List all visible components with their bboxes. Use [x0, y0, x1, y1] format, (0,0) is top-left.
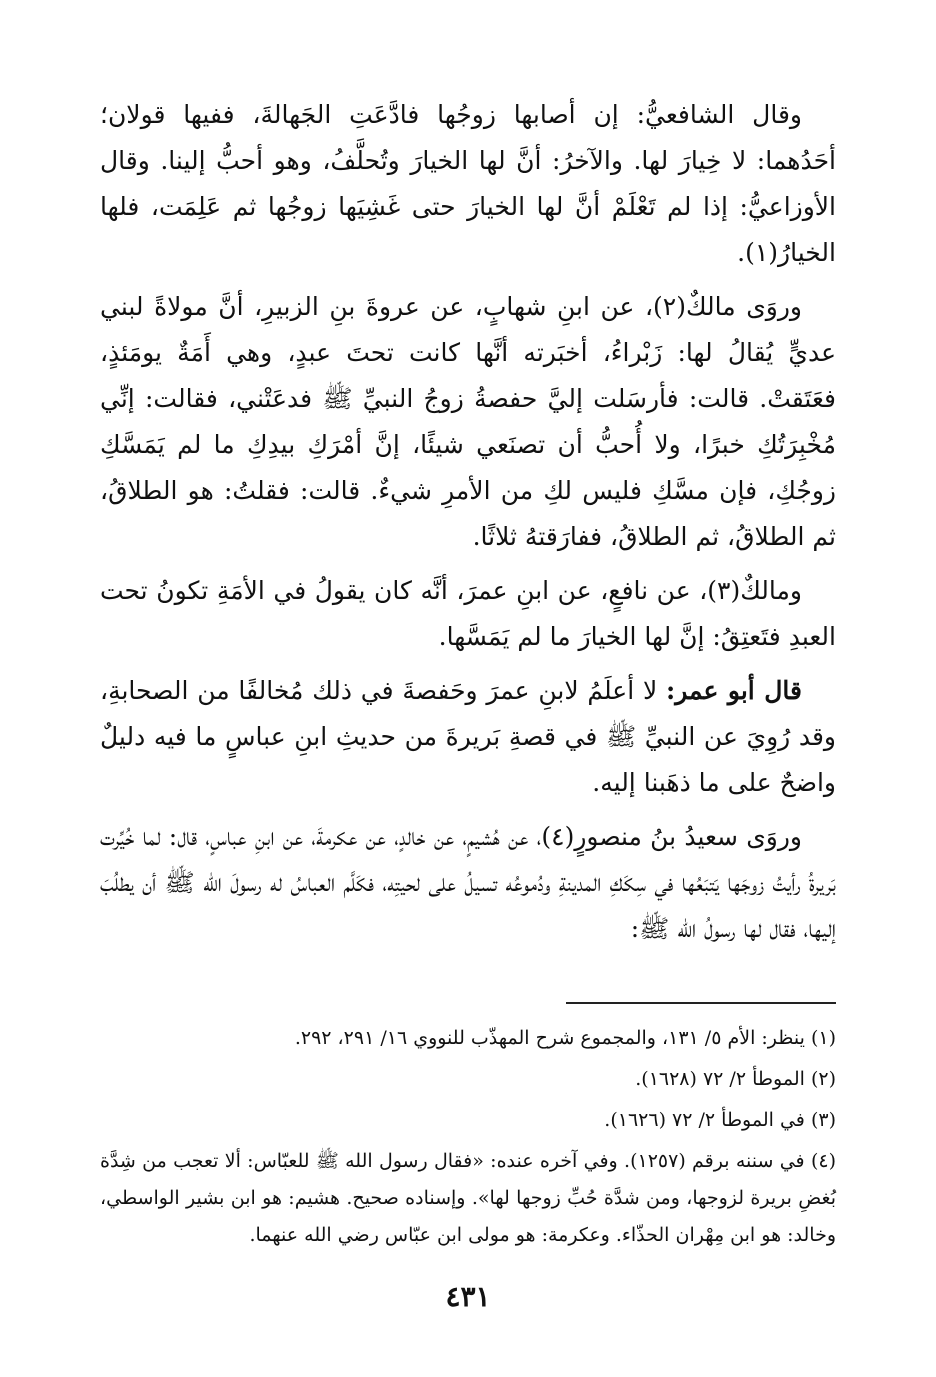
footnote-marker: (٢) [810, 1068, 836, 1090]
footnote-4 [100, 1143, 836, 1254]
footnote-separator [566, 1002, 836, 1004]
book-page [100, 92, 836, 1377]
footnote-marker: (١) [810, 1027, 836, 1049]
footnote-text: الموطأ ٢/ ٧٢ (١٦٢٨). [635, 1068, 805, 1090]
footnote-2 [100, 1061, 836, 1098]
paragraph-text: ومالكٌ(٣)، عن نافعٍ، عن ابنِ عمرَ، أنَّه كان يقولُ في الأمَةِ تكونُ تحت العبدِ فتَعتِقُ: إنَّ لها الخيارَ ما لم يَمَسَّها. [100, 576, 836, 651]
paragraph-abu-umar [100, 668, 836, 806]
paragraph-said-ibn-mansur [100, 814, 836, 952]
paragraph-shafii [100, 92, 836, 276]
footnote-marker: (٣) [810, 1109, 836, 1131]
footnote-text: في سننه برقم (١٢٥٧). وفي آخره عنده: «فقال رسول الله ﷺ للعبّاس: ألا تعجب من شِدَّة بُغضِ بريرة لزوجها، ومن شدَّة حُبِّ زوجها لها». وإسناده صحيح. هشيم: هو ابن بشير الواسطي، وخالد: هو ابن مِهْران الحذّاء. وعكرمة: هو مولى ابن عبّاس رضي الله عنهما. [100, 1150, 836, 1246]
footnote-1 [100, 1020, 836, 1057]
paragraph-malik-zabra [100, 284, 836, 560]
main-text [100, 92, 836, 952]
paragraph-lead: قال أبو عمر: [665, 676, 802, 705]
footnote-marker: (٤) [810, 1150, 836, 1172]
footnotes [100, 1020, 836, 1258]
paragraph-malik-nafi [100, 568, 836, 660]
paragraph-text: وقال الشافعيُّ: إن أصابها زوجُها فادَّعَتِ الجَهالةَ، ففيها قولان؛ أحَدُهما: لا خِيارَ لها. والآخرُ: أنَّ لها الخيارَ وتُحلَّفُ، وهو أحبُّ إلينا. وقال الأوزاعيُّ: إذا لم تَعْلَمْ أنَّ لها الخيارَ حتى غَشِيَها زوجُها ثم عَلِمَت، فلها الخيارُ(١). [100, 100, 836, 267]
paragraph-text: وروَى سعيدُ بنُ منصورٍ(٤)، عن هُشيمٍ، عن خالدٍ، عن عكرمةَ، عن ابنِ عباسٍ، قال: لما خُيِّرت بَريرةُ رأيتُ زوجَها يَتبَعُها في سِكَكِ المدينةِ ودُموعُه تسيلُ على لحيتِه، فكَلَّم العباسُ له رسولَ الله ﷺ أن يطلُبَ إليها، فقال لها رسولُ الله ﷺ: [100, 822, 836, 943]
footnote-3 [100, 1102, 836, 1139]
footnote-text: في الموطأ ٢/ ٧٢ (١٦٢٦). [604, 1109, 805, 1131]
footnote-text: ينظر: الأم ٥/ ١٣١، والمجموع شرح المهذّب للنووي ١٦/ ٢٩١، ٢٩٢. [294, 1027, 805, 1049]
page-number: ٤٣١ [445, 1280, 491, 1313]
paragraph-text: وروَى مالكٌ(٢)، عن ابنِ شهابٍ، عن عروةَ بنِ الزبيرِ، أنَّ مولاةً لبني عديٍّ يُقالُ لها: زَبْراءُ، أخبَرته أنَّها كانت تحتَ عبدٍ، وهي أَمَةٌ يومَئذٍ، فعَتَقتْ. قالت: فأرسَلت إليَّ حفصةُ زوجُ النبيِّ ﷺ فدعَتْني، فقالت: إنِّي مُخْبِرَتُكِ خبرًا، ولا أُحبُّ أن تصنَعي شيئًا، إنَّ أمْرَكِ بيدِكِ ما لم يَمَسَّكِ زوجُكِ، فإن مسَّكِ فليس لكِ من الأمرِ شيءٌ. قالت: فقلتُ: هو الطلاقُ، ثم الطلاقُ، ثم الطلاقُ، ففارَقتهُ ثلاثًا. [100, 292, 836, 551]
paragraph-text: لا أعلَمُ لابنِ عمرَ وحَفصةَ في ذلك مُخالفًا من الصحابةِ، وقد رُوِيَ عن النبيِّ ﷺ في قصةِ بَريرةَ من حديثِ ابنِ عباسٍ ما فيه دليلٌ واضحٌ على ما ذهَبنا إليه. [100, 676, 836, 797]
